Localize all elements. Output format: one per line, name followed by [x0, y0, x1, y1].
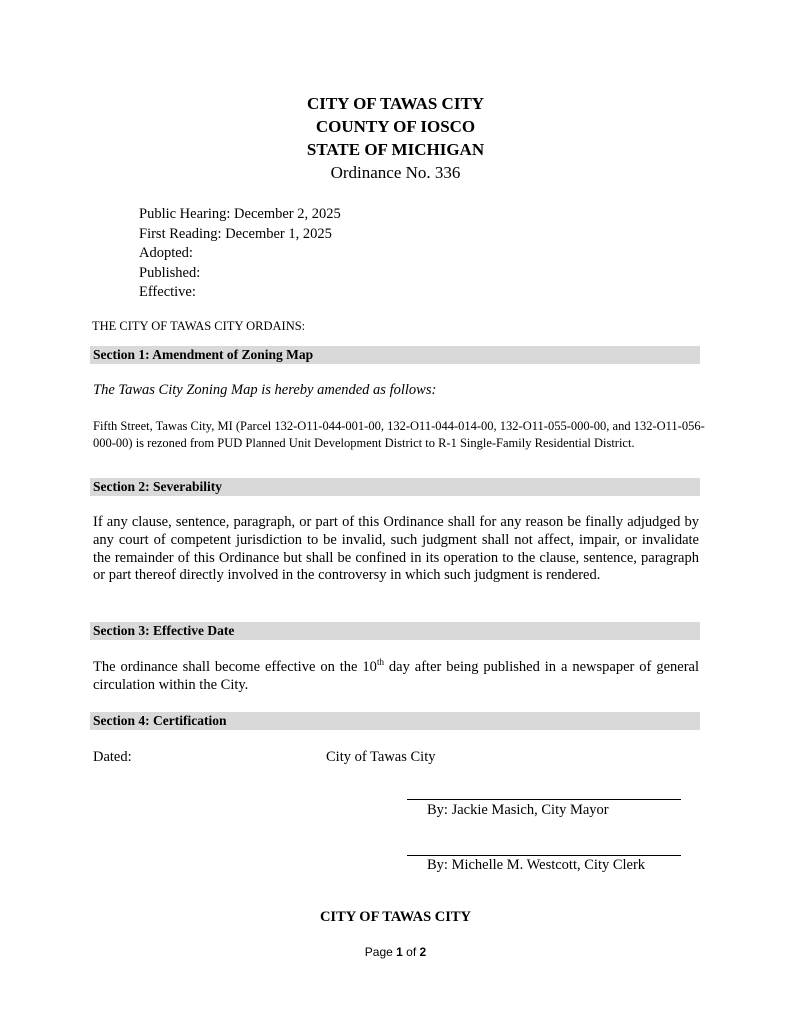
section-2-heading: Section 2: Severability	[90, 478, 700, 496]
page-number	[0, 945, 791, 959]
header-city: CITY OF TAWAS CITY	[306, 94, 485, 113]
page-current: 1	[396, 945, 403, 959]
ordinance-number: Ordinance No. 336	[330, 163, 461, 182]
published: Published:	[139, 264, 201, 281]
mayor-signature-line	[407, 799, 681, 800]
ordains-statement: THE CITY OF TAWAS CITY ORDAINS:	[92, 319, 306, 333]
header-county: COUNTY OF IOSCO	[315, 117, 476, 136]
section-3-body	[93, 659, 699, 695]
header-state: STATE OF MICHIGAN	[306, 140, 485, 159]
clerk-signature-line	[407, 855, 681, 856]
clerk-signature-name: By: Michelle M. Westcott, City Clerk	[427, 857, 646, 873]
section-2-body: If any clause, sentence, paragraph, or part of this Ordinance shall for any reason be finally adjudged by any court of competent jurisdiction to be invalid, such judgment shall not affect, impair, or invalidate the remainder of this Ordinance but shall be confined in its operation to the clause, sentence, paragraph or part thereof directly involved in the controversy in which such judgment is rendered.	[93, 514, 699, 584]
city-signature-label: City of Tawas City	[326, 749, 436, 765]
ordinance-meta	[139, 205, 341, 303]
dated-label: Dated:	[93, 749, 132, 765]
section-4-heading: Section 4: Certification	[90, 712, 700, 730]
first-reading: First Reading: December 1, 2025	[139, 225, 332, 242]
mayor-signature-name: By: Jackie Masich, City Mayor	[427, 802, 609, 818]
page-of: of	[402, 945, 420, 959]
footer-city: CITY OF TAWAS CITY	[319, 909, 472, 925]
page-prefix: Page	[364, 945, 397, 959]
section-1-heading: Section 1: Amendment of Zoning Map	[90, 346, 700, 364]
public-hearing: Public Hearing: December 2, 2025	[139, 206, 341, 222]
ordinal-suffix: th	[376, 657, 384, 668]
section-1-intro: The Tawas City Zoning Map is hereby amended as follows:	[93, 382, 437, 398]
section-3-heading: Section 3: Effective Date	[90, 622, 700, 640]
section-1-body: Fifth Street, Tawas City, MI (Parcel 132-O11-044-001-00, 132-O11-044-014-00, 132-O11-055-000-00, and 132-O11-056-000-00) is rezoned from PUD Planned Unit Development District to R-1 Single-Family Residential District.	[93, 419, 705, 450]
section-3-body-end: day after being published in a newspaper of general circulation within the City.	[93, 659, 699, 693]
section-3-body-start: The ordinance shall become effective on the 10	[93, 659, 377, 675]
effective: Effective:	[139, 284, 196, 300]
page-total: 2	[419, 945, 427, 959]
adopted: Adopted:	[139, 245, 193, 261]
